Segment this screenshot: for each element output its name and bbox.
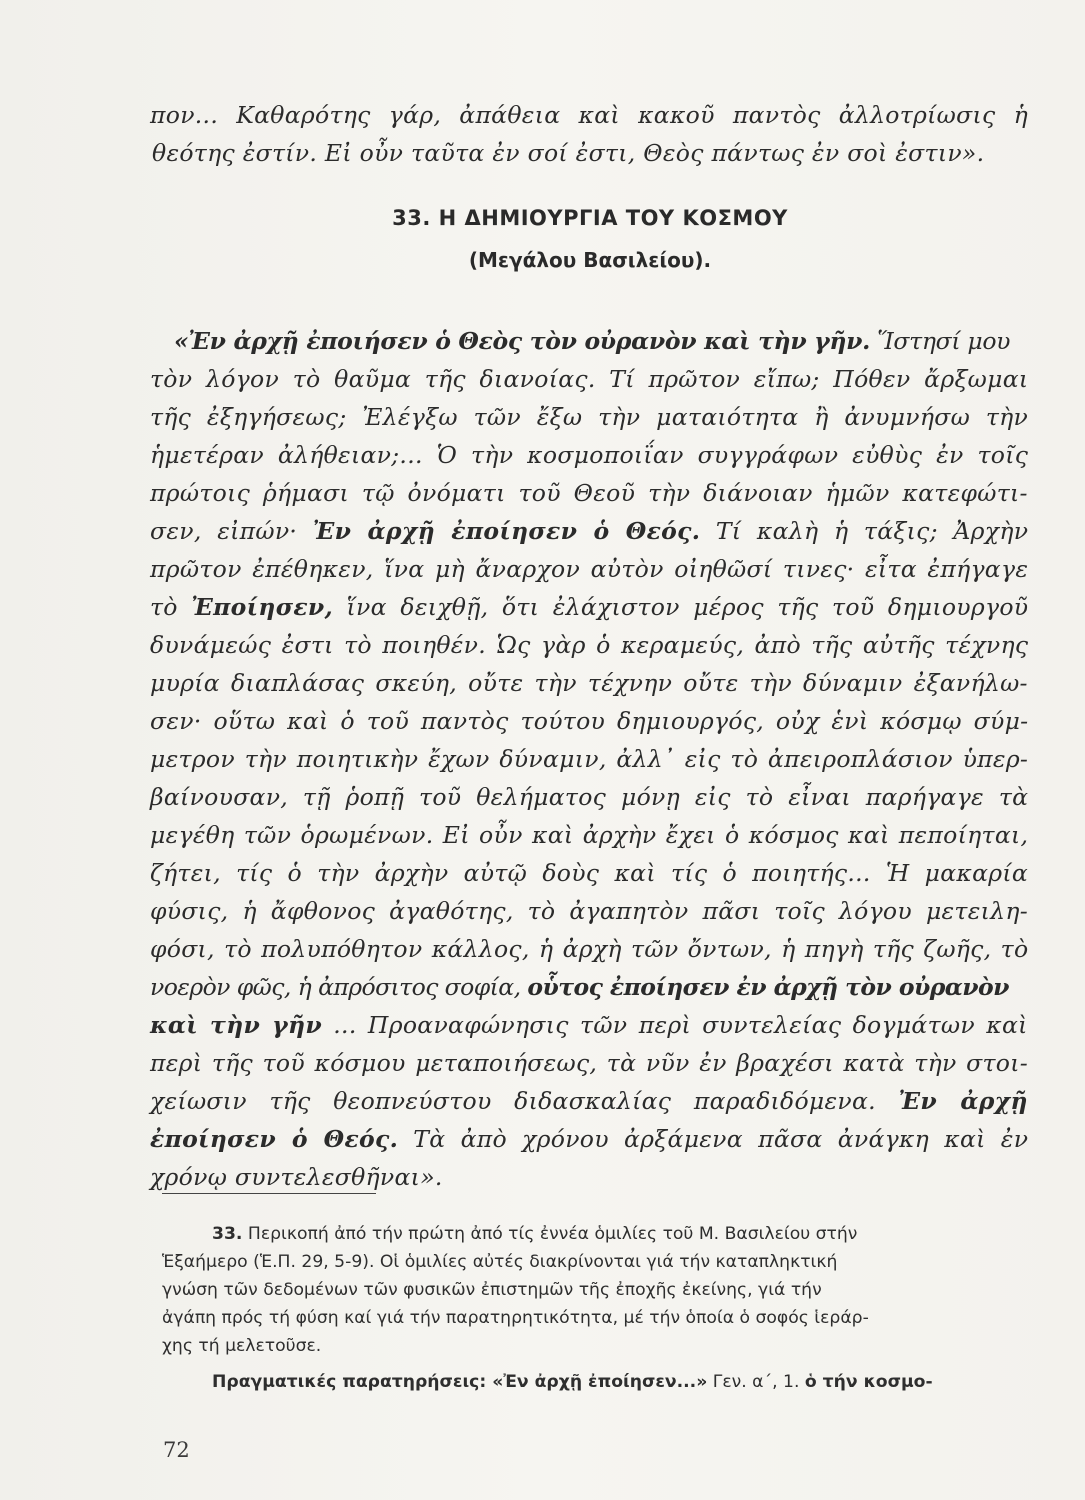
- remarks-continuation: ὁ τήν κοσμο-: [804, 1372, 933, 1392]
- text-line: πον... Καθαρότης γάρ, ἀπάθεια καὶ κακοῦ παντὸς ἀλλοτρίωσις ἡ: [150, 101, 1028, 129]
- emphasis-text: ἐποίησεν ὁ Θεός.: [150, 1125, 399, 1153]
- footnote-divider: [162, 1193, 376, 1194]
- passage-line: [150, 702, 1030, 740]
- footnote-line: [162, 1304, 1032, 1332]
- passage-line: [150, 968, 1030, 1006]
- passage-line: [150, 398, 1030, 436]
- footnote-line: [162, 1332, 1032, 1360]
- passage-line: [150, 588, 1030, 626]
- plain-text: σεν, εἰπών·: [150, 517, 313, 545]
- passage-line: [150, 930, 1030, 968]
- remarks-ref: Γεν. α΄, 1.: [707, 1372, 805, 1392]
- footnotes: [162, 1220, 1032, 1396]
- main-passage: [150, 322, 1030, 1196]
- plain-text: μετρον τὴν ποιητικὴν ἔχων δύναμιν, ἀλλ᾽ εἰς τὸ ἀπειροπλάσιον ὑπερ-: [150, 745, 1029, 773]
- passage-line: [150, 740, 1030, 778]
- plain-text: φύσις, ἡ ἄφθονος ἀγαθότης, τὸ ἀγαπητὸν πᾶσι τοῖς λόγου μετειλη-: [150, 897, 1028, 925]
- plain-text: χείωσιν τῆς θεοπνεύστου διδασκαλίας παραδιδόμενα.: [150, 1087, 899, 1115]
- plain-text: μυρία διαπλάσας σκεύη, οὔτε τὴν τέχνην οὔτε τὴν δύναμιν ἐξανήλω-: [150, 669, 1028, 697]
- footnote-text: γνώση τῶν δεδομένων τῶν φυσικῶν ἐπιστημῶν τῆς ἐποχῆς ἐκείνης, γιά τήν: [162, 1280, 822, 1300]
- passage-line: [150, 322, 1030, 360]
- footnote-text: ἀγάπη πρός τή φύση καί γιά τήν παρατηρητικότητα, μέ τήν ὁποία ὁ σοφός ἱεράρ-: [162, 1308, 869, 1328]
- remarks-label: Πραγματικές παρατηρήσεις: «Ἐν ἀρχῇ ἐποίησεν...»: [212, 1372, 708, 1392]
- remarks-line: [162, 1368, 1032, 1396]
- footnote-text: Περικοπή ἀπό τήν πρώτη ἀπό τίς ἐννέα ὁμιλίες τοῦ Μ. Βασιλείου στήν: [242, 1224, 858, 1244]
- passage-line: [150, 854, 1030, 892]
- plain-text: Τί καλὴ ἡ τάξις; Ἀρχὴν: [700, 517, 1029, 545]
- plain-text: Τὰ ἀπὸ χρόνου ἀρξάμενα πᾶσα ἀνάγκη καὶ ἐν: [398, 1125, 1029, 1153]
- plain-text: ζήτει, τίς ὁ τὴν ἀρχὴν αὐτῷ δοὺς καὶ τίς ὁ ποιητής... Ἡ μακαρία: [150, 859, 1029, 887]
- passage-line: [150, 664, 1030, 702]
- page-number: 72: [163, 1438, 190, 1462]
- plain-text: φόσι, τὸ πολυπόθητον κάλλος, ἡ ἀρχὴ τῶν ὄντων, ἡ πηγὴ τῆς ζωῆς, τὸ: [150, 935, 1029, 963]
- passage-line: [150, 892, 1030, 930]
- footnote-number: 33.: [212, 1224, 243, 1244]
- plain-text: τῆς ἐξηγήσεως; Ἐλέγξω τῶν ἔξω τὴν ματαιότητα ἢ ἀνυμνήσω τὴν: [150, 403, 1029, 431]
- emphasis-text: Ἐν ἀρχῇ: [898, 1087, 1028, 1115]
- passage-line: [150, 474, 1030, 512]
- opening-text: [150, 96, 1030, 172]
- plain-text: ἡμετέραν ἀλήθειαν;... Ὁ τὴν κοσμοποιΐαν συγγράφων εὐθὺς ἐν τοῖς: [150, 441, 1029, 469]
- passage-line: [150, 1158, 1030, 1196]
- plain-text: νοερὸν φῶς, ἡ ἀπρόσιτος σοφία,: [150, 973, 528, 1001]
- text-line: θεότης ἐστίν. Εἰ οὖν ταῦτα ἐν σοί ἐστι, Θεὸς πάντως ἐν σοὶ ἐστιν».: [152, 139, 985, 167]
- passage-line: [150, 778, 1030, 816]
- passage-line: [150, 512, 1030, 550]
- plain-text: μεγέθη τῶν ὁρωμένων. Εἰ οὖν καὶ ἀρχὴν ἔχει ὁ κόσμος καὶ πεποίηται,: [150, 821, 1029, 849]
- plain-text: Ἵστησί μου: [870, 327, 1011, 355]
- plain-text: βαίνουσαν, τῇ ῥοπῇ τοῦ θελήματος μόνῃ εἰς τὸ εἶναι παρήγαγε τὰ: [150, 783, 1029, 811]
- plain-text: τὸ: [150, 593, 192, 621]
- emphasis-text: οὗτος ἐποίησεν ἐν ἀρχῇ τὸν οὐρανὸν: [527, 973, 1009, 1001]
- plain-text: δυνάμεώς ἐστι τὸ ποιηθέν. Ὡς γὰρ ὁ κεραμεύς, ἀπὸ τῆς αὐτῆς τέχνης: [150, 631, 1029, 659]
- footnote-text: Ἑξαήμερο (Ἑ.Π. 29, 5-9). Οἱ ὁμιλίες αὐτές διακρίνονται γιά τήν καταπληκτική: [162, 1252, 838, 1272]
- emphasis-text: Ἐν ἀρχῇ ἐποίησεν ὁ Θεός.: [312, 517, 701, 545]
- plain-text: σεν· οὕτω καὶ ὁ τοῦ παντὸς τούτου δημιουργός, οὐχ ἑνὶ κόσμῳ σύμ-: [150, 707, 1029, 735]
- footnote-text: χης τή μελετοῦσε.: [162, 1336, 322, 1356]
- emphasis-text: καὶ τὴν γῆν: [150, 1011, 322, 1039]
- emphasis-text: «Ἐν ἀρχῇ ἐποιήσεν ὁ Θεὸς τὸν οὐρανὸν καὶ τὴν γῆν.: [174, 327, 871, 355]
- emphasis-text: Ἐποίησεν,: [191, 593, 333, 621]
- footnote-line: [162, 1276, 1032, 1304]
- passage-line: [150, 360, 1030, 398]
- plain-text: πρῶτον ἐπέθηκεν, ἵνα μὴ ἄναρχον αὐτὸν οἰηθῶσί τινες· εἶτα ἐπήγαγε: [150, 555, 1029, 583]
- passage-line: [150, 816, 1030, 854]
- passage-line: [150, 1120, 1030, 1158]
- passage-line: [150, 436, 1030, 474]
- plain-text: τὸν λόγον τὸ θαῦμα τῆς διανοίας. Τί πρῶτον εἴπω; Πόθεν ἄρξωμαι: [150, 365, 1029, 393]
- passage-line: [150, 550, 1030, 588]
- section-subtitle: (Μεγάλου Βασιλείου).: [468, 248, 712, 272]
- plain-text: ἵνα δειχθῇ, ὅτι ἐλάχιστον μέρος τῆς τοῦ δημιουργοῦ: [333, 593, 1029, 621]
- section-title: 33. Η ΔΗΜΙΟΥΡΓΙΑ ΤΟΥ ΚΟΣΜΟΥ: [392, 206, 788, 230]
- passage-line: [150, 1082, 1030, 1120]
- plain-text: περὶ τῆς τοῦ κόσμου μεταποιήσεως, τὰ νῦν ἐν βραχέσι κατὰ τὴν στοι-: [150, 1049, 1028, 1077]
- footnote-line: [162, 1220, 1032, 1248]
- plain-text: πρώτοις ῥήμασι τῷ ὀνόματι τοῦ Θεοῦ τὴν διάνοιαν ἡμῶν κατεφώτι-: [150, 479, 1028, 507]
- plain-text: ... Προαναφώνησις τῶν περὶ συντελείας δογμάτων καὶ: [321, 1011, 1028, 1039]
- passage-line: [150, 626, 1030, 664]
- footnote-line: [162, 1248, 1032, 1276]
- passage-line: [150, 1044, 1030, 1082]
- plain-text: χρόνῳ συντελεσθῆναι».: [150, 1163, 443, 1191]
- passage-line: [150, 1006, 1030, 1044]
